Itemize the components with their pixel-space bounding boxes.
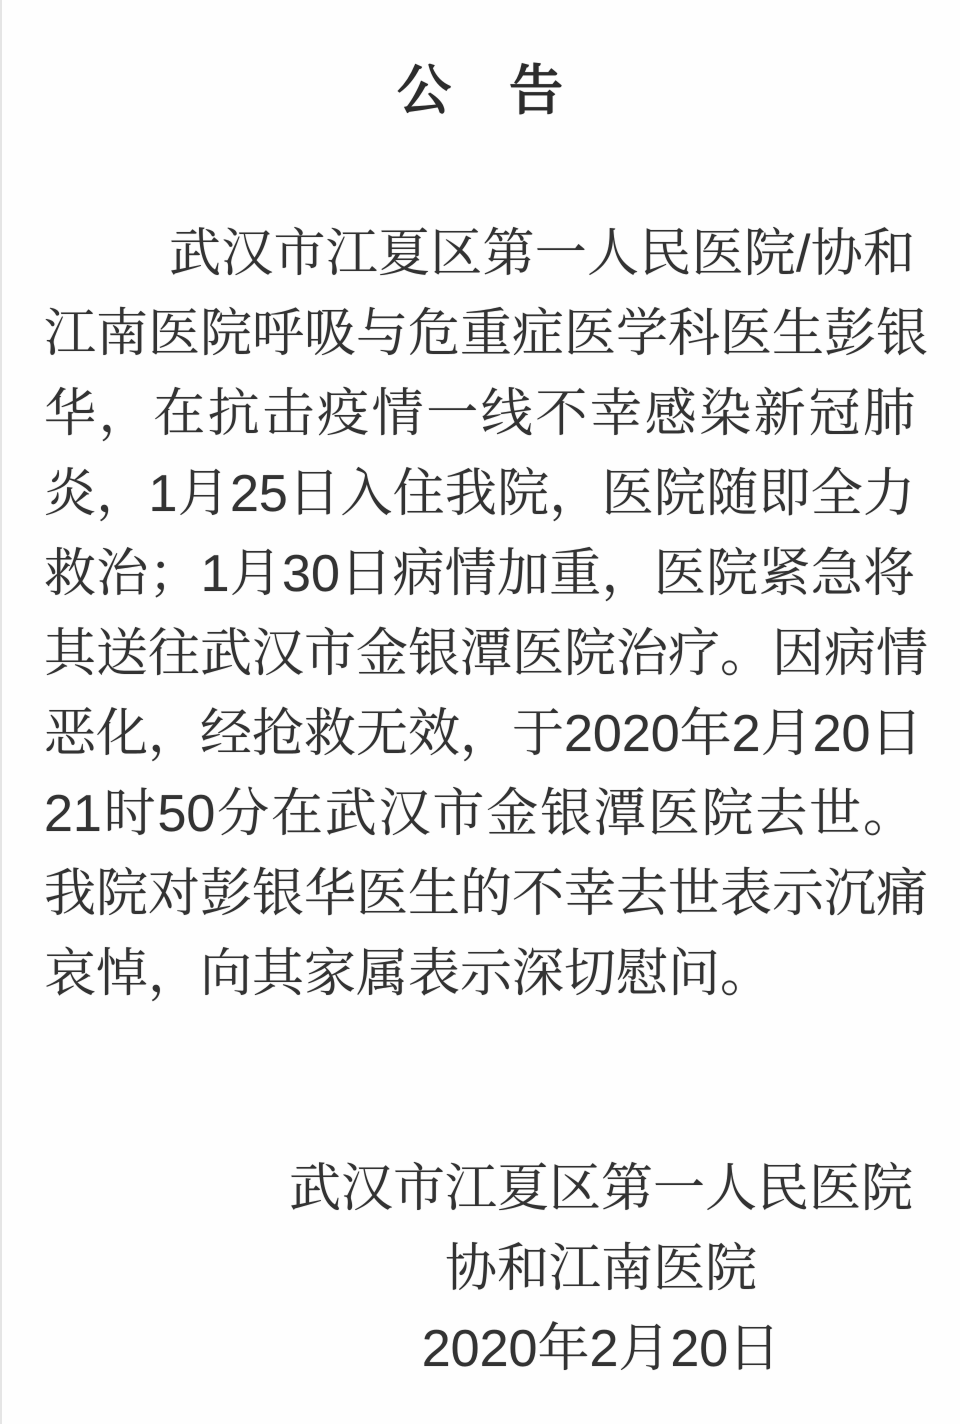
body-line-7: 恶化，经抢救无效，于2020年2月20日 — [44, 705, 923, 763]
signature-hospital-primary: 武汉市江夏区第一人民医院 — [288, 1160, 913, 1218]
body-line-8: 21时50分在武汉市金银潭医院去世。 — [44, 785, 915, 843]
body-line-6: 其送往武汉市金银潭医院治疗。因病情 — [44, 625, 929, 683]
body-line-3: 华，在抗击疫情一线不幸感染新冠肺 — [44, 385, 915, 443]
body-line-2: 江南医院呼吸与危重症医学科医生彭银 — [44, 305, 929, 363]
body-line-10: 哀悼，向其家属表示深切慰问。 — [44, 945, 773, 1003]
body-line-1: 武汉市江夏区第一人民医院/协和 — [169, 225, 915, 283]
body-line-4: 炎，1月25日入住我院，医院随即全力 — [44, 465, 915, 523]
body-line-5: 救治；1月30日病情加重，医院紧急将 — [44, 545, 915, 603]
signature-block — [286, 1149, 916, 1389]
body-line-9: 我院对彭银华医生的不幸去世表示沉痛 — [44, 865, 929, 923]
announcement-body — [44, 214, 929, 1014]
signature-hospital-secondary: 协和江南医院 — [444, 1240, 757, 1298]
announcement-title: 公 告 — [397, 61, 565, 121]
signature-date: 2020年2月20日 — [421, 1320, 781, 1378]
